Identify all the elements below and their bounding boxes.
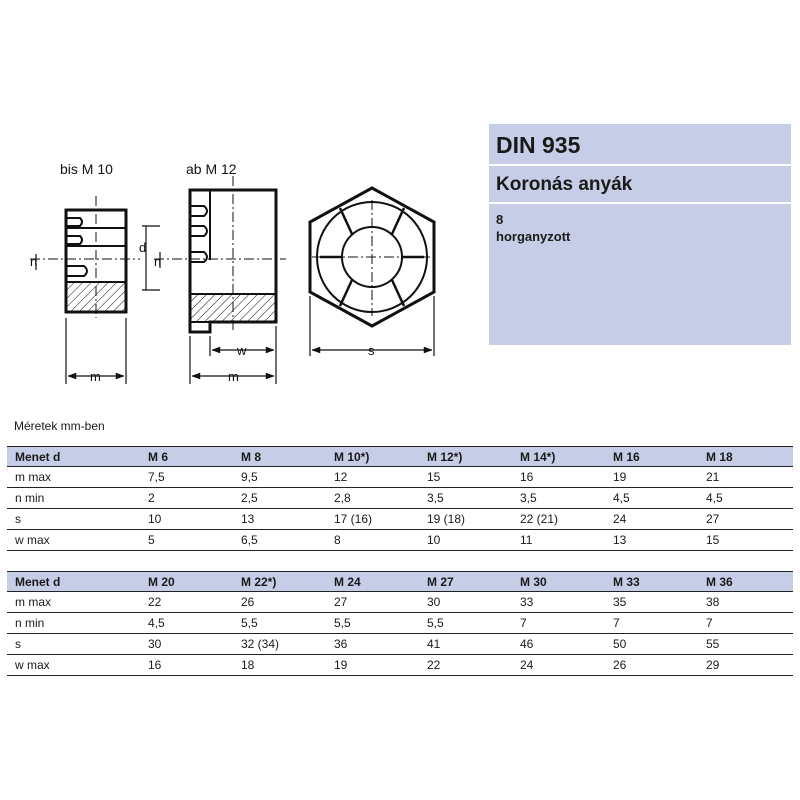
table-cell: 17 (16) xyxy=(334,512,373,526)
table-cell: 13 xyxy=(613,533,627,547)
table-cell: 22 xyxy=(427,658,441,672)
header-cell: Menet d xyxy=(15,449,61,464)
table-cell: 7 xyxy=(613,616,620,630)
product-name-box xyxy=(489,166,791,204)
units-note: Méretek mm-ben xyxy=(14,419,105,433)
header-cell: M 8 xyxy=(241,449,262,464)
row-label: n min xyxy=(15,616,45,630)
table-cell: 8 xyxy=(334,533,341,547)
table-cell: 4,5 xyxy=(706,491,723,505)
table-cell: 26 xyxy=(613,658,627,672)
table-cell: 41 xyxy=(427,637,441,651)
header-cell: M 30 xyxy=(520,574,547,589)
table-cell: 30 xyxy=(148,637,162,651)
table-cell: 15 xyxy=(706,533,720,547)
table-row xyxy=(7,634,793,655)
standard-code: DIN 935 xyxy=(496,132,581,158)
dim-w: w xyxy=(237,343,247,358)
table-cell: 29 xyxy=(706,658,720,672)
table-cell: 4,5 xyxy=(613,491,630,505)
row-label: m max xyxy=(15,470,51,484)
dimension-table-2 xyxy=(7,571,793,676)
table-cell: 12 xyxy=(334,470,348,484)
table-cell: 7 xyxy=(706,616,713,630)
dimension-table-1 xyxy=(7,446,793,551)
table-cell: 32 (34) xyxy=(241,637,280,651)
header-cell: M 10*) xyxy=(334,449,370,464)
table-cell: 30 xyxy=(427,595,441,609)
table-cell: 5,5 xyxy=(241,616,258,630)
table-cell: 10 xyxy=(148,512,162,526)
table-row xyxy=(7,509,793,530)
table-cell: 16 xyxy=(148,658,162,672)
label-large-sizes: ab M 12 xyxy=(186,161,237,177)
surface-finish: horganyzott xyxy=(496,229,571,244)
dim-m-mid: m xyxy=(228,369,239,384)
header-cell: M 27 xyxy=(427,574,454,589)
table-cell: 2 xyxy=(148,491,155,505)
dim-m-left: m xyxy=(90,369,101,384)
table-cell: 27 xyxy=(706,512,720,526)
dim-n-left: n xyxy=(30,254,38,269)
table-cell: 24 xyxy=(520,658,534,672)
table-cell: 9,5 xyxy=(241,470,258,484)
table-cell: 26 xyxy=(241,595,255,609)
header-cell: M 16 xyxy=(613,449,640,464)
table-cell: 19 xyxy=(334,658,348,672)
dim-n-mid: n xyxy=(154,254,162,269)
header-cell: M 14*) xyxy=(520,449,556,464)
table-cell: 21 xyxy=(706,470,720,484)
table-cell: 22 (21) xyxy=(520,512,559,526)
table-cell: 5 xyxy=(148,533,155,547)
table-cell: 33 xyxy=(520,595,534,609)
table-cell: 4,5 xyxy=(148,616,165,630)
table-cell: 3,5 xyxy=(427,491,444,505)
table-row xyxy=(7,655,793,676)
nut-large-side-view xyxy=(142,176,286,384)
table-row xyxy=(7,530,793,551)
row-label: w max xyxy=(15,533,50,547)
row-label: s xyxy=(15,512,21,526)
table-cell: 19 (18) xyxy=(427,512,466,526)
standard-code-box xyxy=(489,124,791,166)
nut-small-side-view xyxy=(30,196,140,384)
table-cell: 7 xyxy=(520,616,527,630)
table-cell: 11 xyxy=(520,533,533,547)
table-cell: 5,5 xyxy=(427,616,444,630)
table-cell: 13 xyxy=(241,512,255,526)
table-cell: 2,8 xyxy=(334,491,351,505)
product-name: Koronás anyák xyxy=(496,174,633,195)
table-cell: 36 xyxy=(334,637,348,651)
table-cell: 7,5 xyxy=(148,470,165,484)
table-cell: 22 xyxy=(148,595,162,609)
table-row xyxy=(7,467,793,488)
header-cell: M 36 xyxy=(706,574,733,589)
table-cell: 50 xyxy=(613,637,627,651)
header-cell: M 18 xyxy=(706,449,733,464)
dim-d: d xyxy=(139,240,147,255)
row-label: n min xyxy=(15,491,45,505)
technical-drawing xyxy=(0,0,480,410)
header-cell: Menet d xyxy=(15,574,61,589)
row-label: s xyxy=(15,637,21,651)
table-cell: 5,5 xyxy=(334,616,351,630)
label-small-sizes: bis M 10 xyxy=(60,161,113,177)
table-cell: 35 xyxy=(613,595,627,609)
dim-s: s xyxy=(368,343,375,358)
table-cell: 38 xyxy=(706,595,720,609)
table-row xyxy=(7,488,793,509)
table-cell: 15 xyxy=(427,470,441,484)
header-cell: M 6 xyxy=(148,449,169,464)
row-label: w max xyxy=(15,658,50,672)
table-cell: 10 xyxy=(427,533,441,547)
table-cell: 6,5 xyxy=(241,533,258,547)
table-header xyxy=(7,571,793,592)
strength-grade: 8 xyxy=(496,212,504,227)
header-cell: M 22*) xyxy=(241,574,277,589)
table-cell: 2,5 xyxy=(241,491,258,505)
table-cell: 55 xyxy=(706,637,720,651)
table-cell: 16 xyxy=(520,470,534,484)
table-cell: 27 xyxy=(334,595,348,609)
table-header xyxy=(7,446,793,467)
table-cell: 19 xyxy=(613,470,627,484)
table-cell: 18 xyxy=(241,658,255,672)
row-label: m max xyxy=(15,595,51,609)
table-cell: 3,5 xyxy=(520,491,537,505)
header-cell: M 24 xyxy=(334,574,361,589)
spec-box xyxy=(489,204,791,345)
table-cell: 46 xyxy=(520,637,534,651)
title-panel xyxy=(489,124,791,347)
table-row xyxy=(7,592,793,613)
header-cell: M 33 xyxy=(613,574,640,589)
nut-top-view xyxy=(310,188,434,356)
table-cell: 24 xyxy=(613,512,627,526)
table-row xyxy=(7,613,793,634)
header-cell: M 20 xyxy=(148,574,175,589)
header-cell: M 12*) xyxy=(427,449,463,464)
